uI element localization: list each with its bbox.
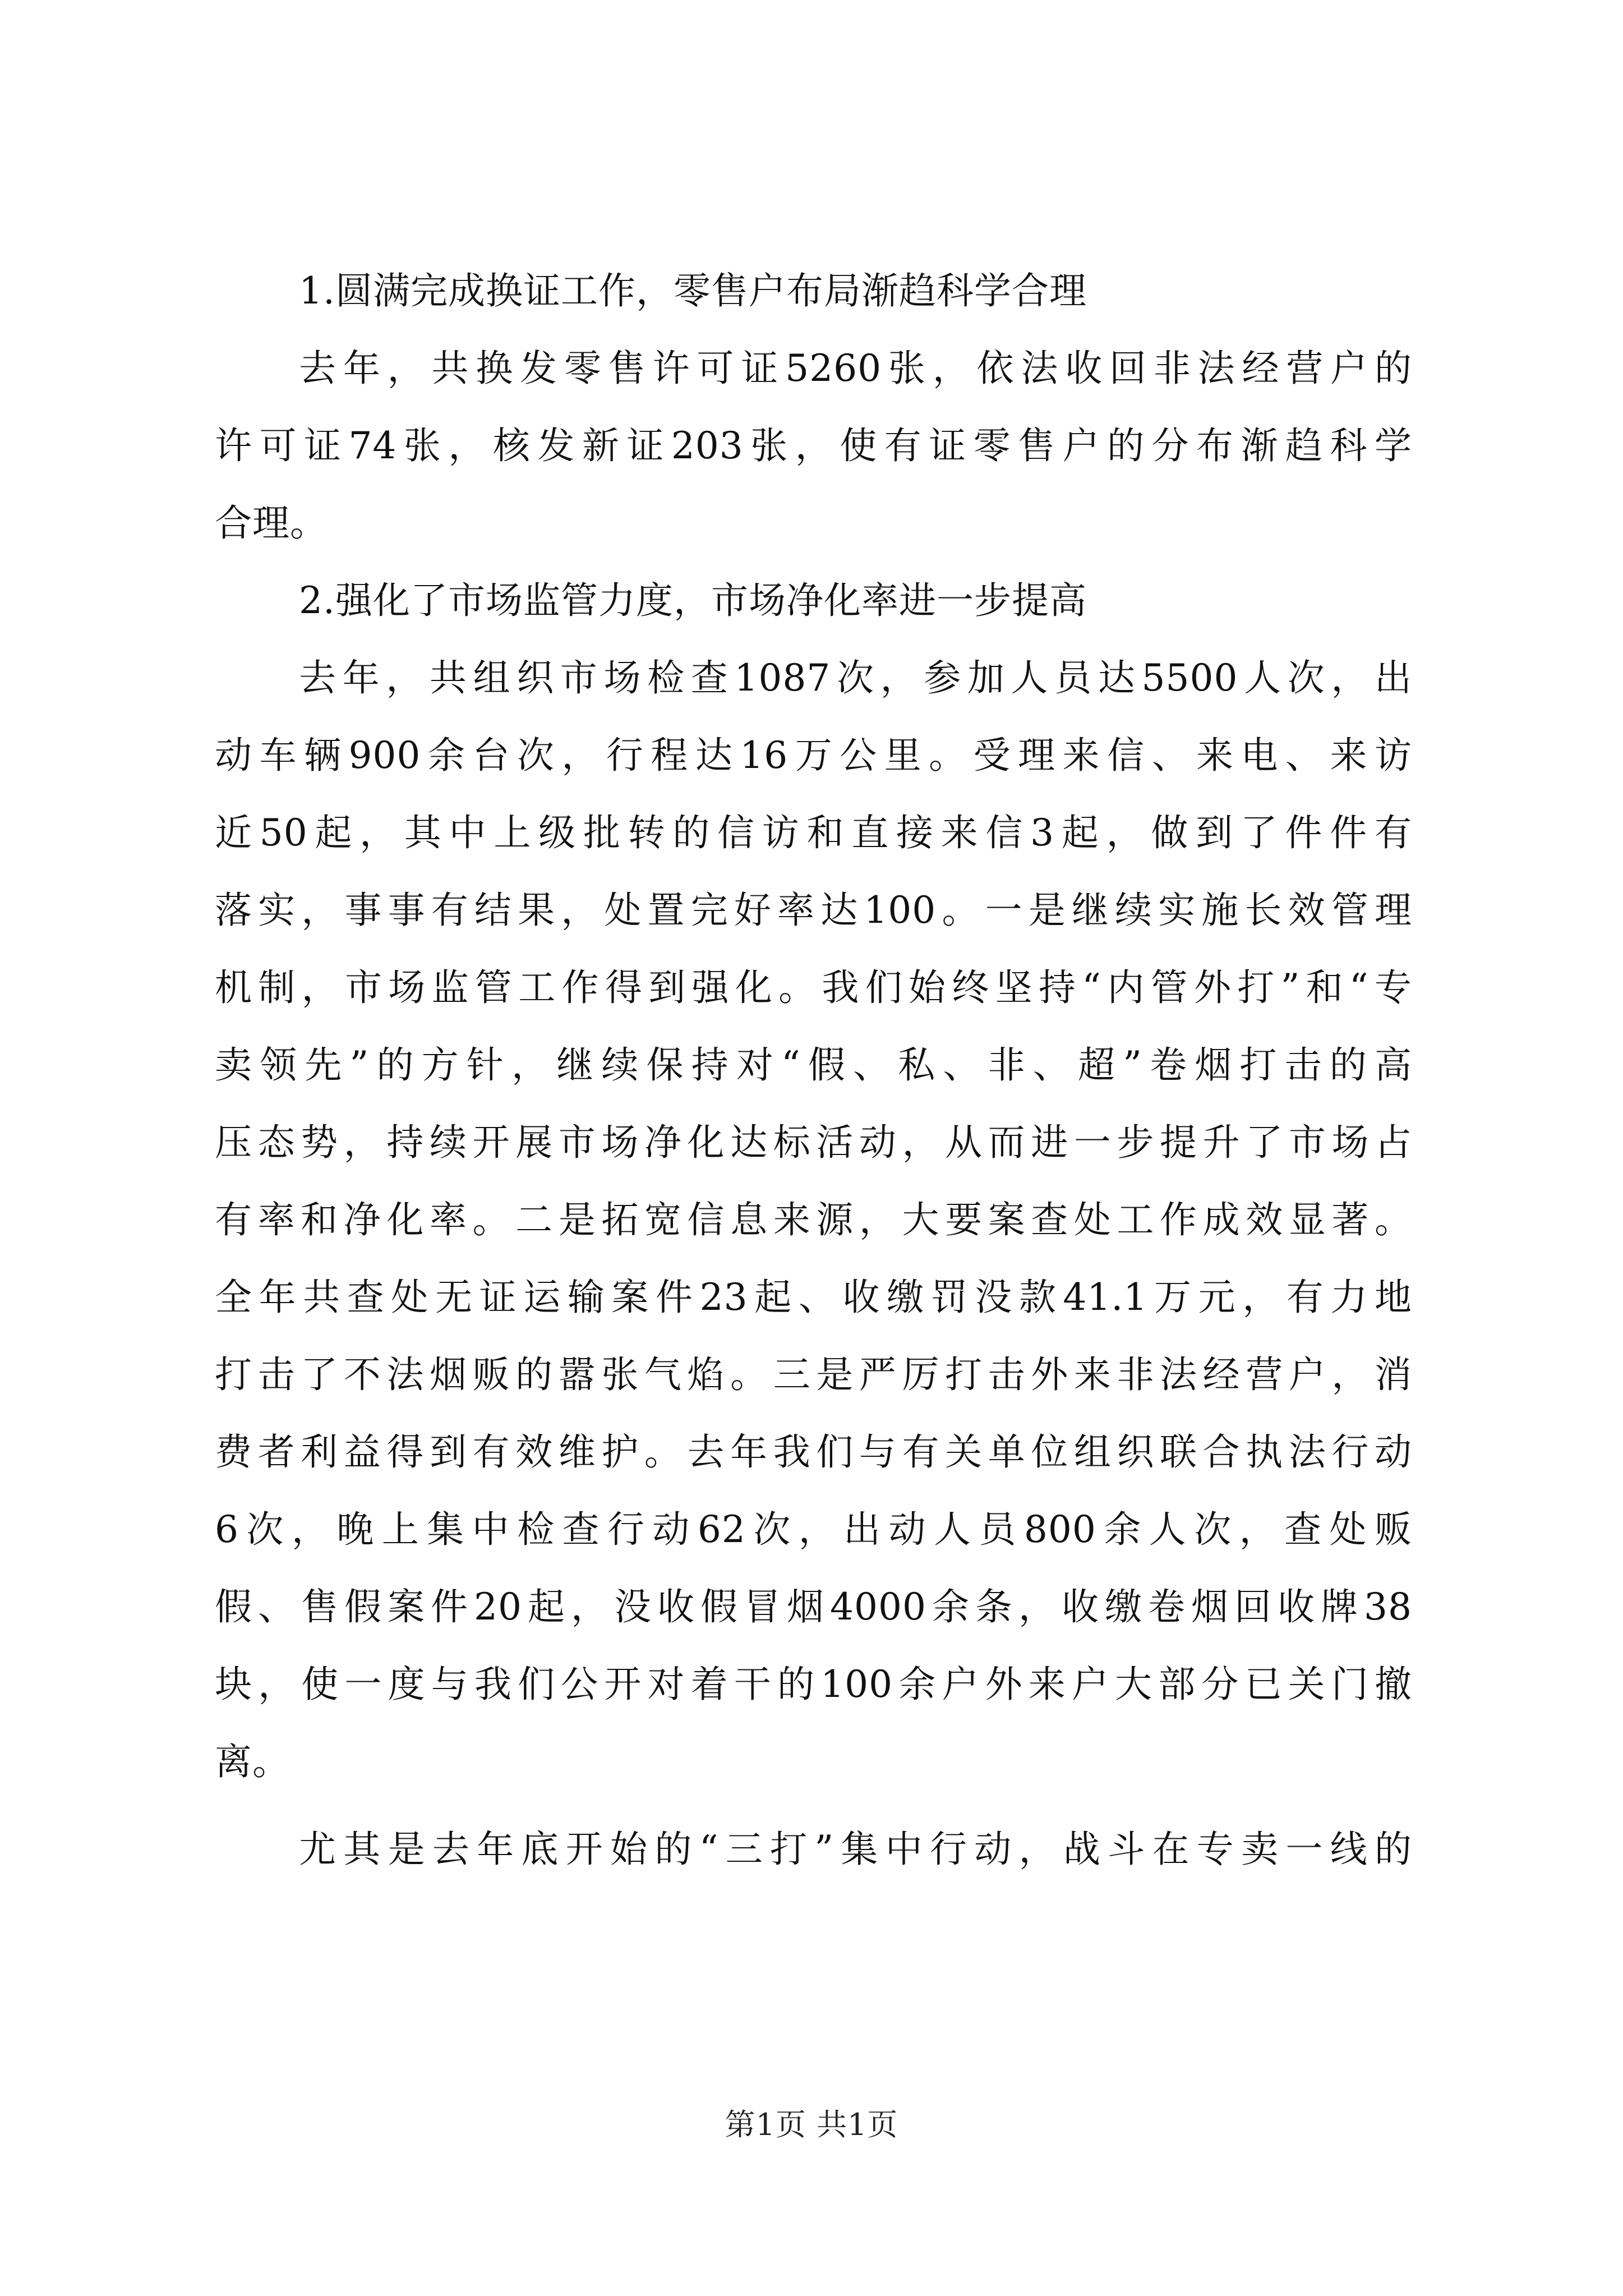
paragraph-line: 假、售假案件20起，没收假冒烟4000余条，收缴卷烟回收牌38 [215,1585,1412,1628]
document-body [215,252,1412,1888]
heading-2: 2.强化了市场监管力度，市场净化率进一步提高 [299,579,1087,622]
paragraph-line: 有率和净化率。二是拓宽信息来源，大要案查处工作成效显著。 [215,1198,1412,1241]
paragraph-line: 费者利益得到有效维护。去年我们与有关单位组织联合执法行动 [215,1430,1412,1474]
paragraph-line: 块，使一度与我们公开对着干的100余户外来户大部分已关门撤 [215,1663,1412,1706]
paragraph-line: 近50起，其中上级批转的信访和直接来信3起，做到了件件有 [215,811,1412,854]
paragraph-line: 去年，共换发零售许可证5260张，依法收回非法经营户的 [299,347,1412,390]
paragraph-line: 全年共查处无证运输案件23起、收缴罚没款41.1万元，有力地 [215,1276,1412,1319]
paragraph-line: 打击了不法烟贩的嚣张气焰。三是严厉打击外来非法经营户，消 [215,1353,1412,1396]
paragraph-line: 去年，共组织市场检查1087次，参加人员达5500人次，出 [299,656,1412,700]
paragraph-line: 离。 [215,1740,290,1783]
page-footer: 第1页 共1页 [725,2107,898,2142]
paragraph-line: 动车辆900余台次，行程达16万公里。受理来信、来电、来访 [215,734,1412,777]
paragraph-line: 许可证74张，核发新证203张，使有证零售户的分布渐趋科学 [215,424,1412,467]
paragraph-line: 尤其是去年底开始的“三打”集中行动，战斗在专卖一线的 [299,1828,1412,1871]
heading-1: 1.圆满完成换证工作，零售户布局渐趋科学合理 [299,269,1087,312]
paragraph-line: 6次，晚上集中检查行动62次，出动人员800余人次，查处贩 [215,1508,1412,1551]
paragraph-line: 卖领先”的方针，继续保持对“假、私、非、超”卷烟打击的高 [215,1043,1412,1087]
paragraph-line: 落实，事事有结果，处置完好率达100。一是继续实施长效管理 [215,889,1412,932]
paragraph-line: 压态势，持续开展市场净化达标活动，从而进一步提升了市场占 [215,1121,1412,1164]
paragraph-line: 合理。 [215,501,328,545]
paragraph-line: 机制，市场监管工作得到强化。我们始终坚持“内管外打”和“专 [215,966,1412,1009]
